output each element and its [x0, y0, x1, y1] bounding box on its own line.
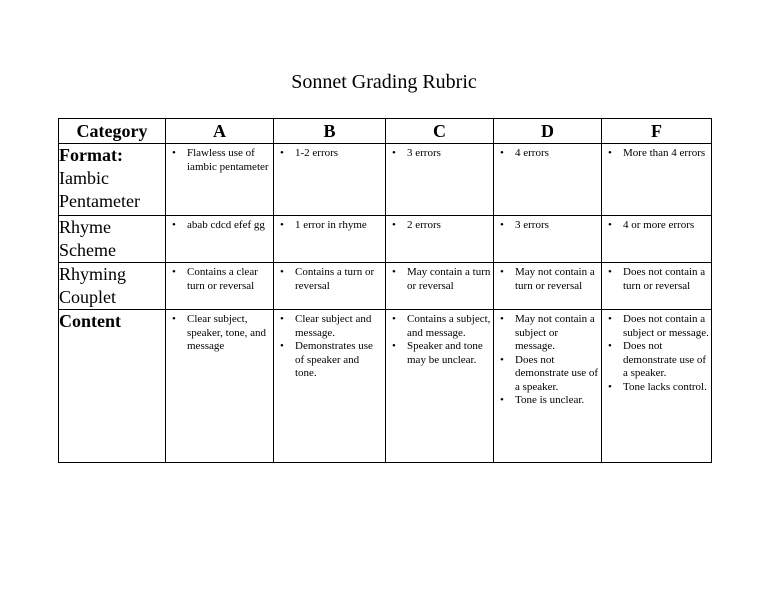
grade-cell-content-a [166, 310, 274, 463]
category-label: Content [59, 311, 121, 331]
category-label: Pentameter [59, 191, 140, 211]
grade-cell-rhyme-b [274, 216, 386, 263]
table-row-content [59, 310, 712, 463]
column-header-d: D [494, 119, 602, 144]
grade-cell-couplet-d [494, 263, 602, 310]
criterion-item: • Does not demonstrate use of a speaker. [602, 340, 709, 381]
grade-cell-rhyme-d [494, 216, 602, 263]
column-header-f: F [602, 119, 712, 144]
header-row [59, 119, 712, 144]
category-label: Rhyme [59, 217, 111, 237]
criterion-item: • Tone lacks control. [602, 381, 709, 395]
criterion-item: • 3 errors [494, 219, 599, 233]
category-cell-rhyme-scheme [59, 216, 166, 263]
grade-cell-couplet-f [602, 263, 712, 310]
category-label: Couplet [59, 287, 116, 307]
criterion-item: • 2 errors [386, 219, 491, 233]
criterion-item: • Contains a subject, and message. [386, 313, 491, 340]
criterion-item: • Tone is unclear. [494, 394, 599, 408]
grade-cell-format-c [386, 144, 494, 216]
category-label: Format: [59, 145, 123, 165]
column-header-b: B [274, 119, 386, 144]
criterion-item: • Contains a turn or reversal [274, 266, 383, 293]
grade-cell-rhyme-f [602, 216, 712, 263]
grade-cell-format-d [494, 144, 602, 216]
column-header-category: Category [59, 119, 166, 144]
grade-cell-rhyme-c [386, 216, 494, 263]
criterion-item: • Demonstrates use of speaker and tone. [274, 340, 383, 381]
category-cell-rhyming-couplet [59, 263, 166, 310]
table-row-format [59, 144, 712, 216]
grade-cell-couplet-c [386, 263, 494, 310]
criterion-item: • 4 errors [494, 147, 599, 161]
grade-cell-content-d [494, 310, 602, 463]
criterion-item: • Clear subject and message. [274, 313, 383, 340]
criterion-item: • 1 error in rhyme [274, 219, 383, 233]
category-label: Scheme [59, 240, 116, 260]
column-header-c: C [386, 119, 494, 144]
criterion-item: • May contain a turn or reversal [386, 266, 491, 293]
criterion-item: • Contains a clear turn or reversal [166, 266, 271, 293]
grade-cell-content-c [386, 310, 494, 463]
category-cell-format [59, 144, 166, 216]
rubric-table [58, 118, 712, 463]
grade-cell-content-f [602, 310, 712, 463]
criterion-item: • May not contain a subject or message. [494, 313, 599, 354]
criterion-item: • Does not contain a turn or reversal [602, 266, 709, 293]
criterion-item: • Speaker and tone may be unclear. [386, 340, 491, 367]
grade-cell-format-f [602, 144, 712, 216]
column-header-a: A [166, 119, 274, 144]
criterion-item: • More than 4 errors [602, 147, 709, 161]
grade-cell-format-b [274, 144, 386, 216]
grade-cell-couplet-b [274, 263, 386, 310]
table-row-rhyming-couplet [59, 263, 712, 310]
page-title: Sonnet Grading Rubric [291, 71, 477, 93]
criterion-item: • Does not demonstrate use of a speaker. [494, 354, 599, 395]
criterion-item: • 4 or more errors [602, 219, 709, 233]
criterion-item: • 1-2 errors [274, 147, 383, 161]
category-cell-content [59, 310, 166, 463]
criterion-item: • 3 errors [386, 147, 491, 161]
category-label: Rhyming [59, 264, 127, 284]
criterion-item: • Flawless use of iambic pentameter [166, 147, 271, 174]
grade-cell-rhyme-a [166, 216, 274, 263]
criterion-item: • Clear subject, speaker, tone, and message [166, 313, 271, 354]
grade-cell-content-b [274, 310, 386, 463]
table-row-rhyme-scheme [59, 216, 712, 263]
grade-cell-couplet-a [166, 263, 274, 310]
category-label: Iambic [59, 168, 109, 188]
criterion-item: • Does not contain a subject or message. [602, 313, 709, 340]
criterion-item: • May not contain a turn or reversal [494, 266, 599, 293]
criterion-item: • abab cdcd efef gg [166, 219, 271, 233]
grade-cell-format-a [166, 144, 274, 216]
